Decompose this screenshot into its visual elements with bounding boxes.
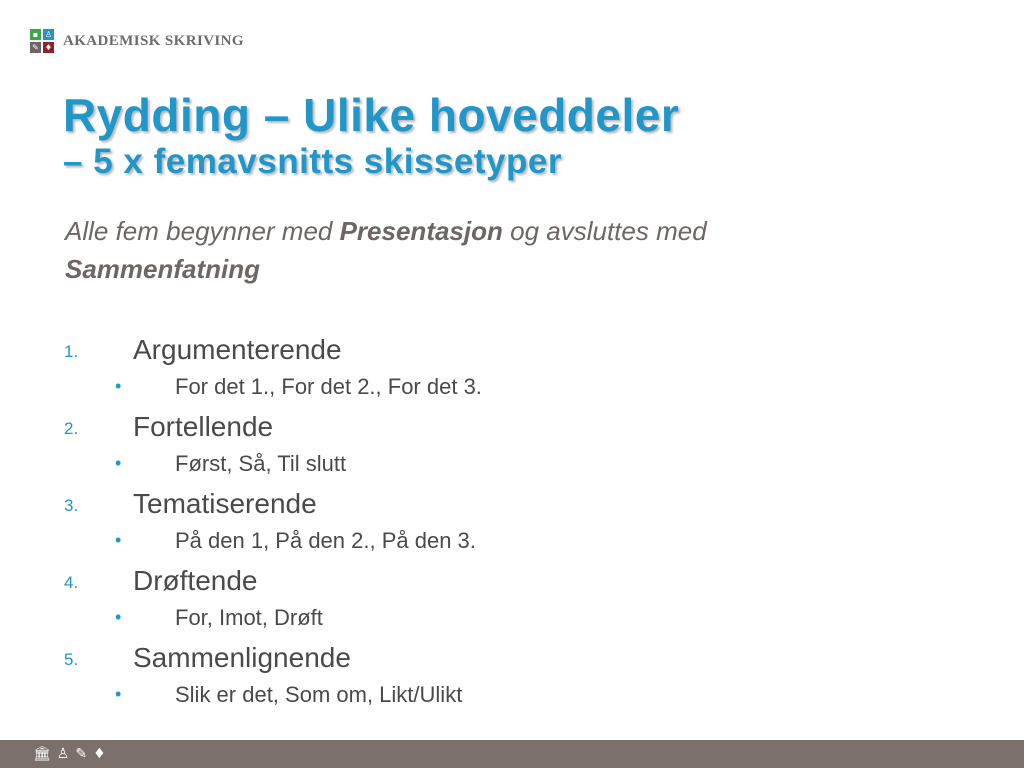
- intro-bold-sammenfatning: Sammenfatning: [65, 254, 261, 284]
- item-label: Drøftende: [133, 565, 258, 596]
- sub-item-label: Slik er det, Som om, Likt/Ulikt: [175, 682, 463, 707]
- footer-icons: [33, 747, 106, 761]
- sub-item-label: For det 1., For det 2., For det 3.: [175, 374, 482, 399]
- sub-item: [0, 601, 1024, 640]
- title-line-2: – 5 x femavsnitts skissetyper: [63, 142, 562, 181]
- bullet-icon: •: [115, 684, 122, 704]
- intro-bold-presentasjon: Presentasjon: [339, 216, 503, 246]
- sub-item-label: Først, Så, Til slutt: [175, 451, 347, 476]
- item-number: 5.: [64, 650, 79, 669]
- item-label: Sammenlignende: [133, 642, 351, 673]
- list-item: [0, 332, 1024, 370]
- pen-icon: ✎: [30, 42, 41, 53]
- building-icon: ▪: [30, 29, 41, 40]
- list-item: [0, 640, 1024, 678]
- torch-icon: ♦: [44, 42, 53, 52]
- sub-item: [0, 370, 1024, 409]
- item-number: 3.: [64, 496, 79, 515]
- slide-title: [63, 89, 680, 181]
- building-icon: 🏛: [33, 746, 51, 762]
- brand-header: [30, 29, 244, 53]
- sketch-type-list: [0, 332, 1024, 717]
- item-label: Tematiserende: [133, 488, 317, 519]
- intro-part-2: og avsluttes med: [502, 216, 707, 246]
- footer-bar: [0, 740, 1024, 768]
- pen-icon: ✎: [75, 746, 88, 762]
- intro-text: [65, 212, 965, 288]
- sub-item-label: På den 1, På den 2., På den 3.: [175, 528, 476, 553]
- item-label: Argumenterende: [133, 334, 342, 365]
- torch-icon: ♦: [93, 746, 106, 762]
- item-number: 2.: [64, 419, 79, 438]
- sub-item: [0, 447, 1024, 486]
- item-number: 1.: [64, 342, 79, 361]
- sub-item-label: For, Imot, Drøft: [175, 605, 323, 630]
- bullet-icon: •: [115, 607, 122, 627]
- bullet-icon: •: [115, 376, 122, 396]
- sub-item: [0, 678, 1024, 717]
- item-number: 4.: [64, 573, 79, 592]
- person-icon: ♙: [44, 29, 53, 39]
- person-icon: ♙: [56, 746, 70, 762]
- sub-item: [0, 524, 1024, 563]
- bullet-icon: •: [115, 530, 122, 550]
- bullet-icon: •: [115, 453, 122, 473]
- list-item: [0, 486, 1024, 524]
- title-line-1: Rydding – Ulike hoveddeler: [63, 89, 680, 141]
- brand-logo: [30, 29, 54, 53]
- item-label: Fortellende: [133, 411, 274, 442]
- brand-text: AKADEMISK SKRIVING: [63, 32, 244, 49]
- list-item: [0, 563, 1024, 601]
- intro-part-1: Alle fem begynner med: [65, 216, 340, 246]
- list-item: [0, 409, 1024, 447]
